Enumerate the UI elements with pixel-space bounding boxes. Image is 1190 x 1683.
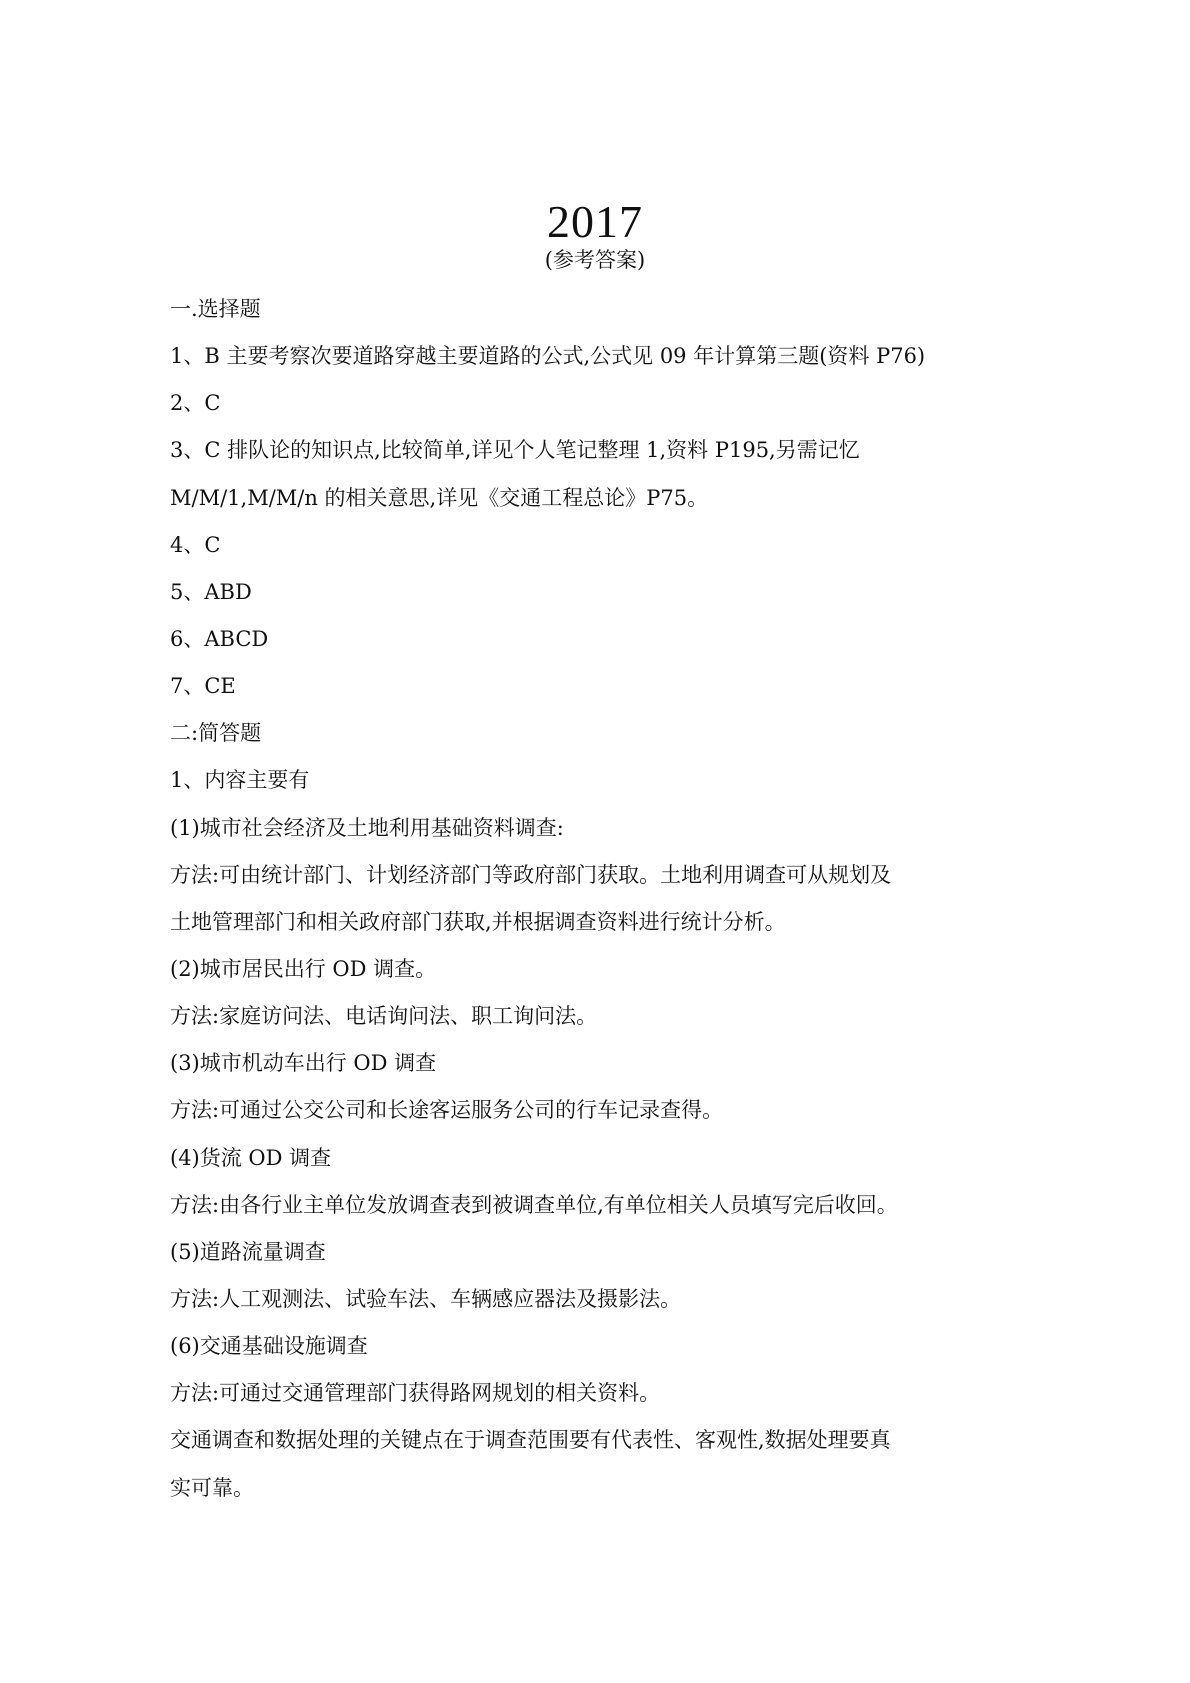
answer-line: (5)道路流量调查 [170,1239,326,1264]
document-title: 2017 [547,196,643,247]
answer-line: (4)货流 OD 调查 [170,1145,332,1170]
section-heading-short-answer: 二:简答题 [170,721,262,746]
section-heading-choice: 一.选择题 [170,297,261,321]
answer-line: 3、C 排队论的知识点,比较简单,详见个人笔记整理 1,资料 P195,另需记忆 [170,438,860,463]
answer-body [170,292,1030,1518]
answer-line: 方法:人工观测法、试验车法、车辆感应器法及摄影法。 [170,1286,682,1311]
answer-line: 2、C [170,391,221,416]
answer-line: 方法:可通过交通管理部门获得路网规划的相关资料。 [170,1381,661,1406]
answer-line: 方法:可由统计部门、计划经济部门等政府部门获取。土地利用调查可从规划及 [170,862,892,887]
answer-line: 7、CE [170,674,236,699]
answer-line: 交通调查和数据处理的关键点在于调查范围要有代表性、客观性,数据处理要真 [170,1428,891,1453]
document-subtitle: (参考答案) [544,248,646,272]
answer-line: M/M/1,M/M/n 的相关意思,详见《交通工程总论》P75。 [170,485,709,510]
answer-line: 6、ABCD [170,626,269,651]
answer-line: (1)城市社会经济及土地利用基础资料调查: [170,815,564,840]
answer-line: 5、ABD [170,579,252,604]
answer-line: 方法:家庭访问法、电话询问法、职工询问法。 [170,1004,598,1029]
answer-line: 方法:可通过公交公司和长途客运服务公司的行车记录查得。 [170,1098,724,1123]
answer-line: 1、B 主要考察次要道路穿越主要道路的公式,公式见 09 年计算第三题(资料 P76) [170,344,926,369]
answer-line: 方法:由各行业主单位发放调查表到被调查单位,有单位相关人员填写完后收回。 [170,1192,898,1217]
answer-line: 土地管理部门和相关政府部门获取,并根据调查资料进行统计分析。 [170,909,786,934]
answer-line: (6)交通基础设施调查 [170,1334,368,1359]
answer-line: (2)城市居民出行 OD 调查。 [170,956,437,981]
answer-line: (3)城市机动车出行 OD 调查 [170,1051,437,1076]
answer-line: 4、C [170,532,221,557]
answer-line: 1、内容主要有 [170,768,310,793]
answer-line: 实可靠。 [170,1475,254,1500]
